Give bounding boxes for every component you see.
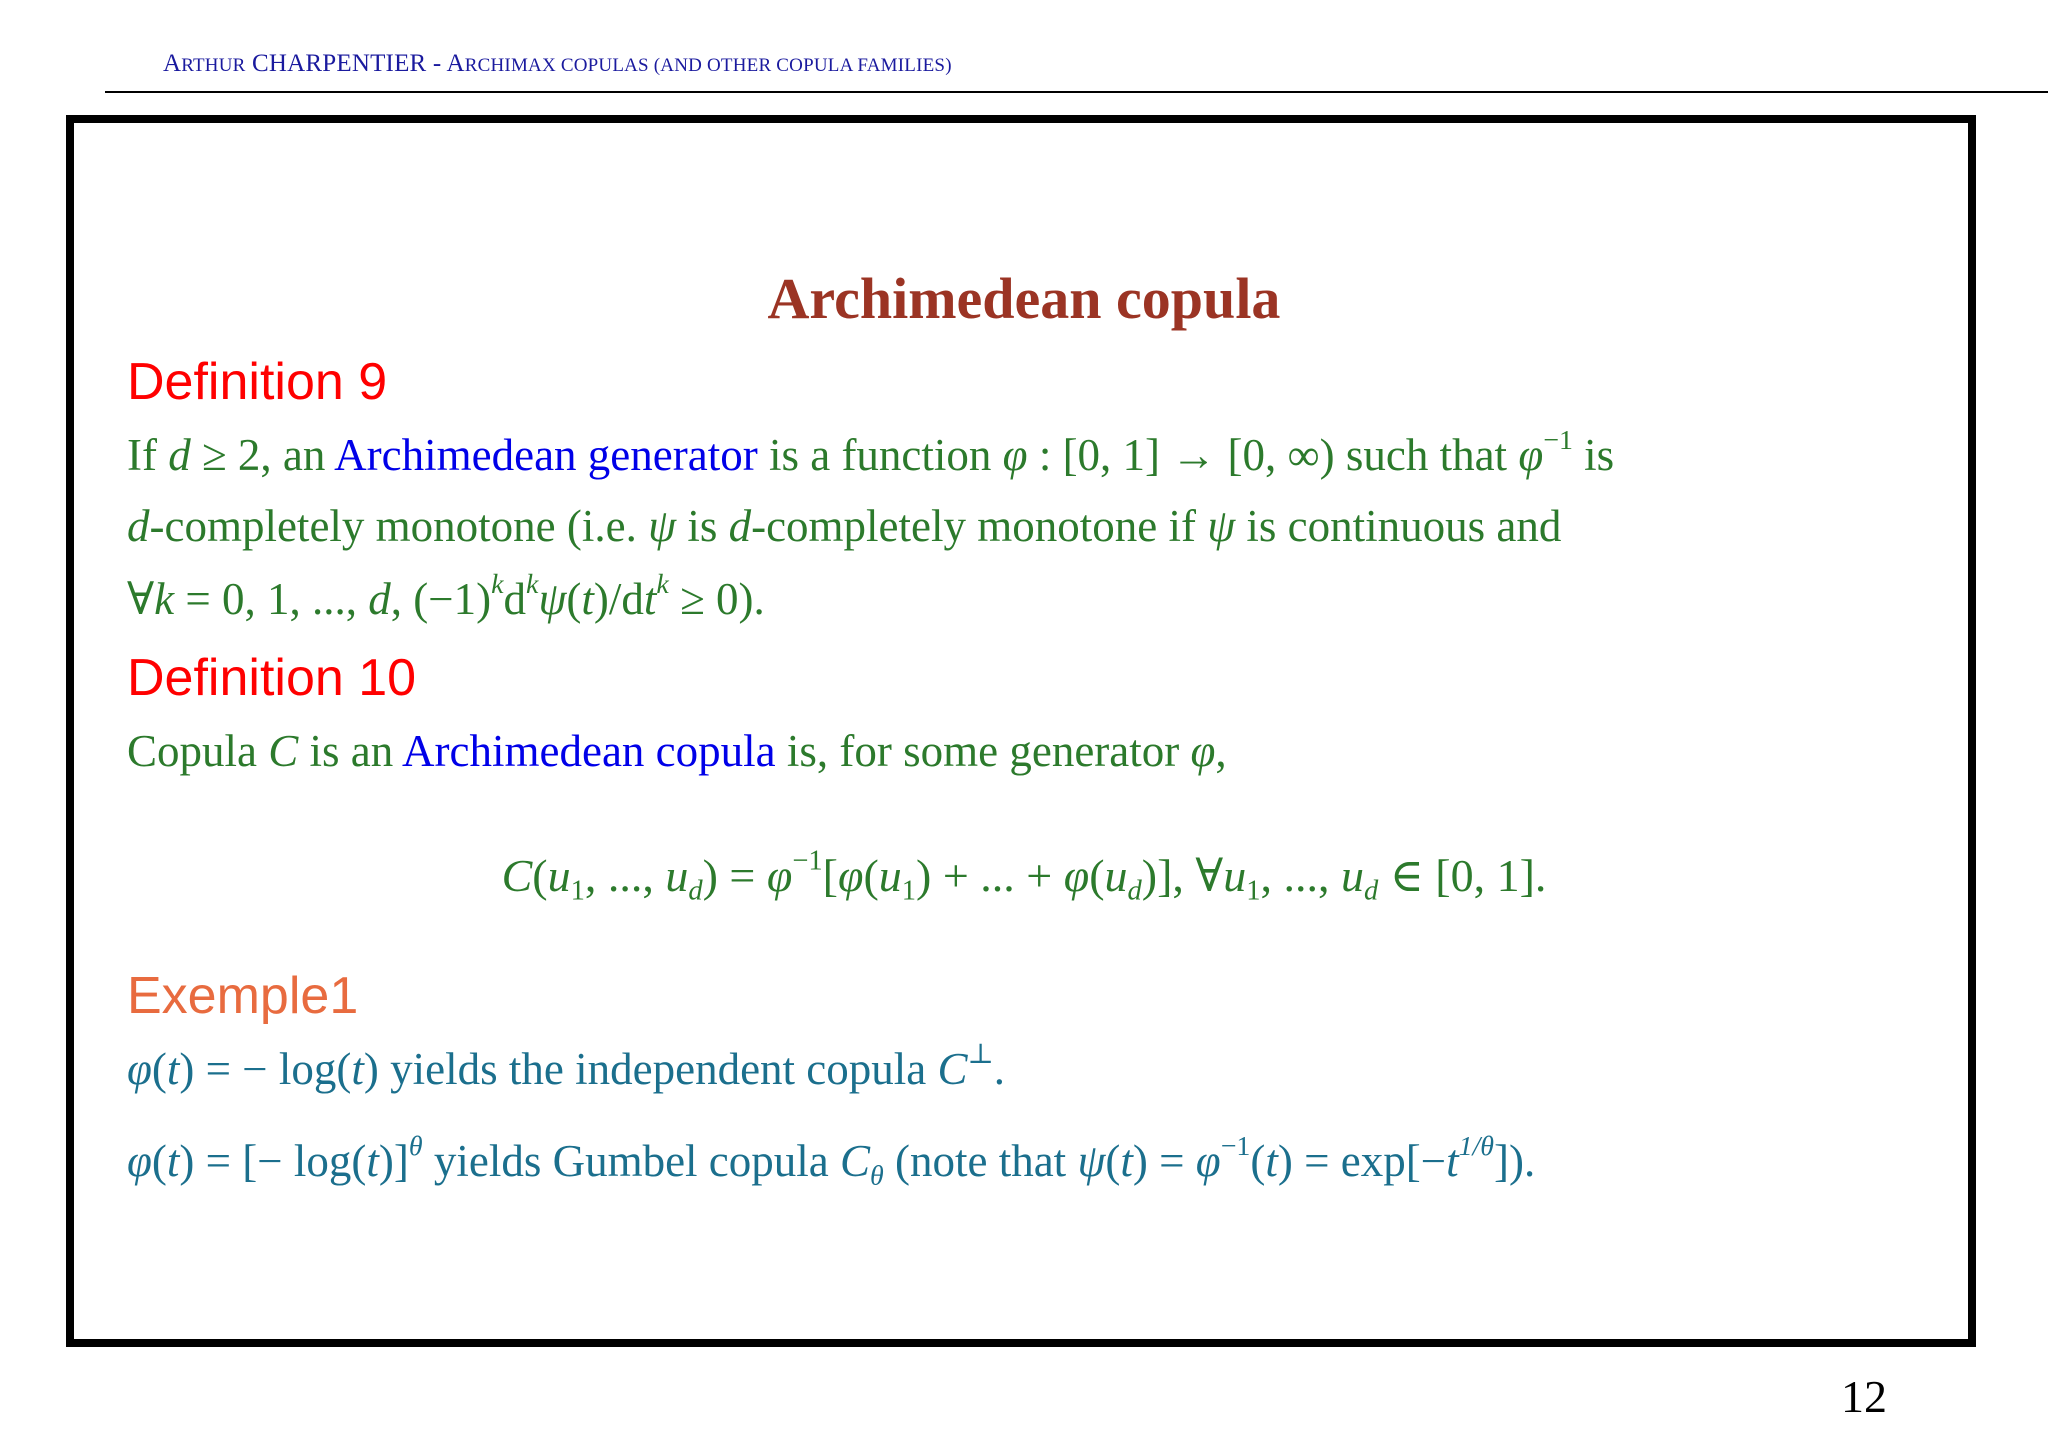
superscript: −1 bbox=[1543, 425, 1573, 457]
text: , ..., bbox=[1260, 850, 1341, 901]
math-var: φ bbox=[1002, 430, 1028, 480]
text: , ..., bbox=[584, 850, 666, 901]
definition-9-heading: Definition 9 bbox=[127, 353, 388, 411]
header-title-rest: RCHIMAX COPULAS (AND OTHER COPULA FAMILIES) bbox=[464, 55, 952, 76]
math-var: t bbox=[1120, 1136, 1133, 1186]
text: d bbox=[503, 574, 527, 624]
math-var: φ bbox=[127, 1136, 152, 1186]
superscript: −1 bbox=[792, 845, 823, 877]
superscript: k bbox=[491, 569, 504, 601]
text: ) yields the independent copula bbox=[363, 1044, 938, 1094]
math-var: t bbox=[1265, 1136, 1278, 1186]
text: ) = [− log( bbox=[179, 1136, 367, 1186]
text: ) + ... + bbox=[916, 850, 1064, 901]
text: is bbox=[1572, 430, 1615, 480]
subscript: d bbox=[1127, 875, 1142, 907]
text: ( bbox=[532, 850, 548, 901]
text: , bbox=[1215, 726, 1227, 776]
math-var: φ bbox=[127, 1044, 152, 1094]
text: is bbox=[676, 501, 729, 551]
text: )/d bbox=[593, 574, 644, 624]
example-line-2 bbox=[127, 1131, 1536, 1192]
text: (note that bbox=[883, 1136, 1078, 1186]
text: ( bbox=[151, 1136, 167, 1186]
math-var: t bbox=[643, 574, 657, 624]
text: , (−1) bbox=[390, 574, 492, 624]
text: ) = bbox=[702, 850, 767, 901]
text: -completely monotone if bbox=[751, 501, 1208, 551]
text: If bbox=[127, 430, 169, 480]
definition-10-line-1 bbox=[127, 726, 1227, 776]
text: is an bbox=[298, 726, 403, 776]
subscript: d bbox=[1363, 875, 1379, 907]
text: ∀ bbox=[127, 574, 155, 624]
term-archimedean-copula: Archimedean copula bbox=[402, 726, 776, 776]
math-var: φ bbox=[766, 850, 793, 901]
math-var: d bbox=[728, 501, 752, 551]
superscript: −1 bbox=[1220, 1131, 1251, 1163]
text: ( bbox=[151, 1044, 167, 1094]
math-var: t bbox=[166, 1136, 180, 1186]
header-title-initial: A bbox=[446, 50, 465, 77]
superscript: k bbox=[656, 569, 669, 601]
header-separator: - bbox=[432, 50, 442, 77]
math-var: k bbox=[154, 574, 175, 624]
math-var: φ bbox=[1518, 430, 1544, 480]
math-var: ψ bbox=[1077, 1136, 1106, 1186]
subscript: 1 bbox=[1246, 875, 1261, 907]
text: )], ∀ bbox=[1141, 850, 1224, 901]
text: . bbox=[993, 1044, 1005, 1094]
math-var: t bbox=[366, 1136, 379, 1186]
math-var: t bbox=[581, 574, 594, 624]
subscript: 1 bbox=[570, 875, 585, 907]
text: ≥ 0). bbox=[668, 574, 765, 624]
math-var: φ bbox=[838, 850, 864, 901]
definition-10-heading: Definition 10 bbox=[127, 649, 417, 707]
definition-9-line-1 bbox=[127, 425, 1615, 480]
math-var: t bbox=[1446, 1136, 1459, 1186]
text: ) = exp[− bbox=[1277, 1136, 1447, 1186]
superscript: ⊥ bbox=[967, 1039, 994, 1071]
text: = 0, 1, ..., bbox=[174, 574, 369, 624]
math-var: C bbox=[268, 726, 299, 776]
page-number: 12 bbox=[1841, 1371, 1887, 1422]
math-var: u bbox=[665, 850, 689, 901]
text: )] bbox=[378, 1136, 409, 1186]
math-var: C bbox=[840, 1136, 871, 1186]
math-var: C bbox=[937, 1044, 968, 1094]
slide-title: Archimedean copula bbox=[767, 266, 1281, 331]
header-rule bbox=[105, 91, 2048, 93]
superscript: 1/θ bbox=[1458, 1131, 1495, 1163]
math-var: u bbox=[1340, 850, 1364, 901]
subscript: θ bbox=[870, 1160, 884, 1192]
math-var: u bbox=[878, 850, 902, 901]
header-author-lastname: CHARPENTIER bbox=[251, 50, 427, 77]
text: is, for some generator bbox=[775, 726, 1191, 776]
math-var: d bbox=[368, 574, 391, 624]
text: ≥ 2, an bbox=[190, 430, 335, 480]
math-var: φ bbox=[1063, 850, 1090, 901]
text: is a function bbox=[757, 430, 1003, 480]
archimedean-copula-formula bbox=[0, 845, 2048, 907]
term-archimedean-generator: Archimedean generator bbox=[334, 430, 758, 480]
definition-9-line-2 bbox=[127, 501, 1562, 551]
math-var: t bbox=[351, 1044, 364, 1094]
math-var: u bbox=[547, 850, 571, 901]
text: ∈ [0, 1]. bbox=[1378, 850, 1547, 901]
definition-9-line-3 bbox=[127, 569, 765, 624]
math-var: ψ bbox=[1207, 501, 1236, 551]
math-var: ψ bbox=[538, 574, 567, 624]
running-header bbox=[163, 50, 952, 78]
text: ) = bbox=[1132, 1136, 1196, 1186]
math-var: t bbox=[166, 1044, 180, 1094]
text: Copula bbox=[127, 726, 269, 776]
text: -completely monotone (i.e. bbox=[149, 501, 649, 551]
example-line-1 bbox=[127, 1039, 1005, 1094]
math-var: ψ bbox=[648, 501, 677, 551]
subscript: d bbox=[688, 875, 703, 907]
math-var: C bbox=[501, 850, 533, 901]
text: ( bbox=[566, 574, 582, 624]
text: ) = − log( bbox=[179, 1044, 352, 1094]
text: ( bbox=[1105, 1136, 1121, 1186]
subscript: 1 bbox=[901, 875, 917, 907]
math-var: u bbox=[1223, 850, 1247, 901]
math-var: d bbox=[168, 430, 191, 480]
text: : [0, 1] → [0, ∞) such that bbox=[1027, 430, 1519, 480]
example-heading: Exemple1 bbox=[127, 967, 359, 1025]
text: ( bbox=[863, 850, 879, 901]
text: ( bbox=[1250, 1136, 1266, 1186]
superscript: k bbox=[526, 569, 539, 601]
header-author-initial: A bbox=[163, 50, 182, 77]
text: ]). bbox=[1494, 1136, 1536, 1186]
superscript: θ bbox=[408, 1131, 423, 1163]
math-var: u bbox=[1104, 850, 1128, 901]
text: yields Gumbel copula bbox=[422, 1136, 841, 1186]
header-author-rest: RTHUR bbox=[181, 55, 246, 76]
text: ( bbox=[1089, 850, 1105, 901]
text: is continuous and bbox=[1235, 501, 1562, 551]
math-var: d bbox=[127, 501, 150, 551]
math-var: φ bbox=[1190, 726, 1216, 776]
math-var: φ bbox=[1195, 1136, 1221, 1186]
text: [ bbox=[822, 850, 838, 901]
